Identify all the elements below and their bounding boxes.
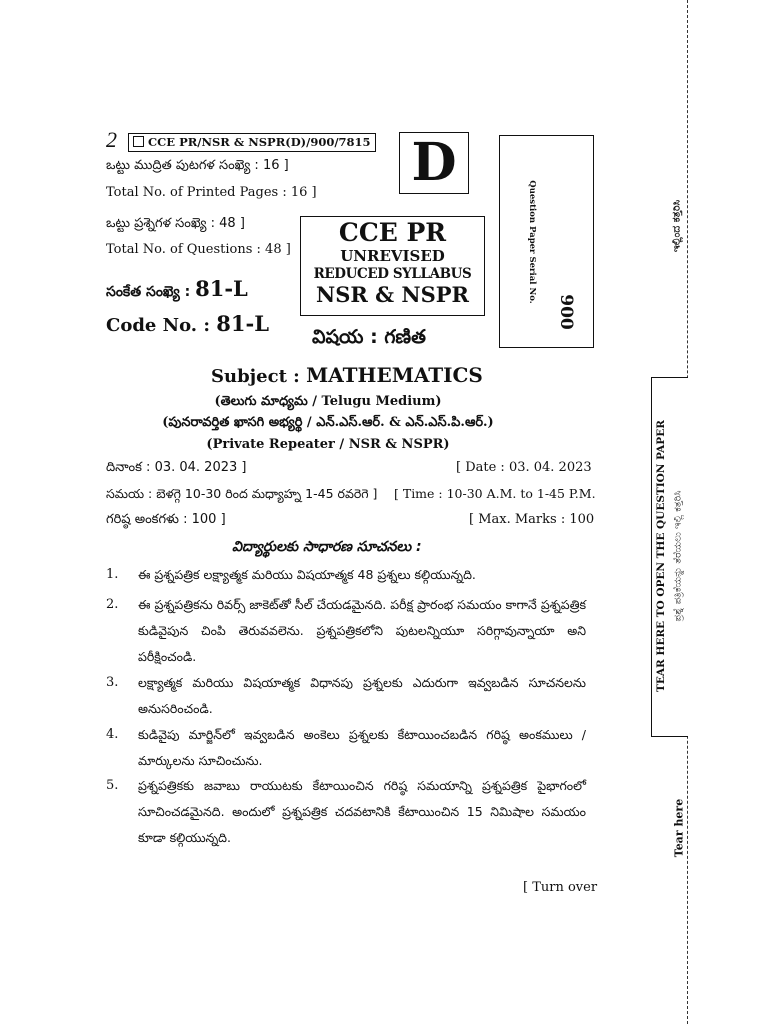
subject-te: విషయ : గణిత [312, 326, 426, 348]
subject-title [211, 363, 483, 387]
time-te: సమయ : బెళగ్గె 10-30 రింద మధ్యాహ్న 1-45 రవరెగె ] [106, 486, 378, 501]
code-te-value: 81-L [195, 276, 248, 301]
turn-over: [ Turn over [523, 880, 598, 895]
instruction-number: 2. [106, 597, 119, 612]
instruction-text: లక్ష్యాత్మక మరియు విషయాత్మక విధానపు ప్రశ్నలకు ఎదురుగా ఇవ్వబడిన సూచనలను అనుసరించండి. [138, 675, 586, 716]
instruction-number: 1. [106, 567, 119, 582]
questions-te: ఒట్టు ప్రశ్నెగళ సంఖ్యె : 48 ] [106, 216, 245, 231]
exam-line-1: CCE PR [338, 218, 447, 247]
exam-line-3: REDUCED SYLLABUS [313, 266, 472, 282]
serial-number: 900 [556, 294, 576, 330]
date-en: [ Date : 03. 04. 2023 [456, 460, 592, 475]
instruction-number: 5. [106, 778, 119, 793]
tear-here-label: Tear here [672, 798, 686, 858]
page-number: 2 [106, 127, 117, 152]
version-letter: D [399, 132, 469, 194]
printed-pages-te: ఒట్టు ముద్రిత పుటగళ సంఖ్యె : 16 ] [106, 158, 289, 173]
code-en-value: 81-L [216, 311, 269, 336]
medium-line: (తెలుగు మాధ్యమ / Telugu Medium) [214, 394, 442, 409]
paper-code: CCE PR/NSR & NSPR(D)/900/7815 [148, 135, 371, 149]
marks-en: [ Max. Marks : 100 [469, 512, 595, 527]
subject-label: Subject : [211, 366, 300, 387]
checkbox-square-icon [133, 136, 144, 147]
tear-here-en: TEAR HERE TO OPEN THE QUESTION PAPER [655, 420, 667, 692]
serial-label: Question Paper Serial No. [527, 180, 537, 304]
date-te: దినాంక : 03. 04. 2023 ] [106, 460, 247, 475]
questions-en: Total No. of Questions : 48 ] [106, 242, 291, 257]
repeater-te: (పునరావర్తిత ఖాసగి అభ్యర్థి / ఎన్.ఎస్.ఆర్. & ఎన్.ఎస్.పి.ఆర్.) [162, 415, 494, 430]
instruction-number: 4. [106, 727, 119, 742]
instructions-title: విద్యార్థులకు సాధారణ సూచనలు : [232, 539, 422, 555]
time-en: [ Time : 10-30 A.M. to 1-45 P.M. [394, 486, 596, 501]
instruction-number: 3. [106, 675, 119, 690]
exam-line-2: UNREVISED [340, 247, 445, 265]
tear-here-kn: ಪ್ರಶ್ನೆ ಪತ್ರಿಕೆಯನ್ನು ತೆರೆಯಲು ಇಲ್ಲಿ ಕತ್ತರಿಸಿ [672, 490, 684, 622]
marks-te: గరిష్ఠ అంకగళు : 100 ] [106, 512, 226, 527]
code-te-label: సంకేత సంఖ్యె : [106, 284, 191, 300]
exam-line-4: NSR & NSPR [316, 282, 469, 307]
printed-pages-en: Total No. of Printed Pages : 16 ] [106, 185, 317, 200]
serial-number-box [499, 135, 594, 348]
cut-here-kn: ಇಲ್ಲಿಂದ ಕತ್ತರಿಸಿ [670, 199, 683, 253]
instruction-text: కుడివైపు మార్జిన్‌లో ఇవ్వబడిన అంకెలు ప్రశ్నలకు కేటాయించబడిన గరిష్ఠ అంకములు / మార్కులను సూచించును. [138, 727, 586, 768]
code-en-label: Code No. : [106, 315, 210, 336]
code-en [106, 311, 269, 336]
paper-code-box [128, 133, 376, 152]
instruction-text: ఈ ప్రశ్నపత్రిక లక్ష్యాత్మక మరియు విషయాత్మక 48 ప్రశ్నలు కల్గియున్నది. [138, 567, 476, 582]
exam-title-box [300, 216, 485, 316]
code-te [106, 276, 248, 303]
instruction-text: ఈ ప్రశ్నపత్రికను రివర్స్ జాకెట్‌తో సీల్ చేయడమైనది. పరీక్ష ప్రారంభ సమయం కాగానే ప్రశ్నపత్రిక కుడివైపున చింపి తెరువవలెను. ప్రశ్నపత్రికలోని పుటలన్నియూ సరిగ్గావున్నాయా అని పరీక్షించండి. [138, 597, 586, 664]
subject-value: MATHEMATICS [306, 363, 483, 387]
instruction-text: ప్రశ్నపత్రికకు జవాబు రాయుటకు కేటాయించిన గరిష్ఠ సమయాన్ని ప్రశ్నపత్రిక పైభాగంలో సూచించడమైనది. అందులో ప్రశ్నపత్రిక చదవటానికి కేటాయించిన 15 నిమిషాల సమయం కూడా కల్గియున్నది. [138, 778, 586, 845]
repeater-en: (Private Repeater / NSR & NSPR) [206, 437, 450, 452]
